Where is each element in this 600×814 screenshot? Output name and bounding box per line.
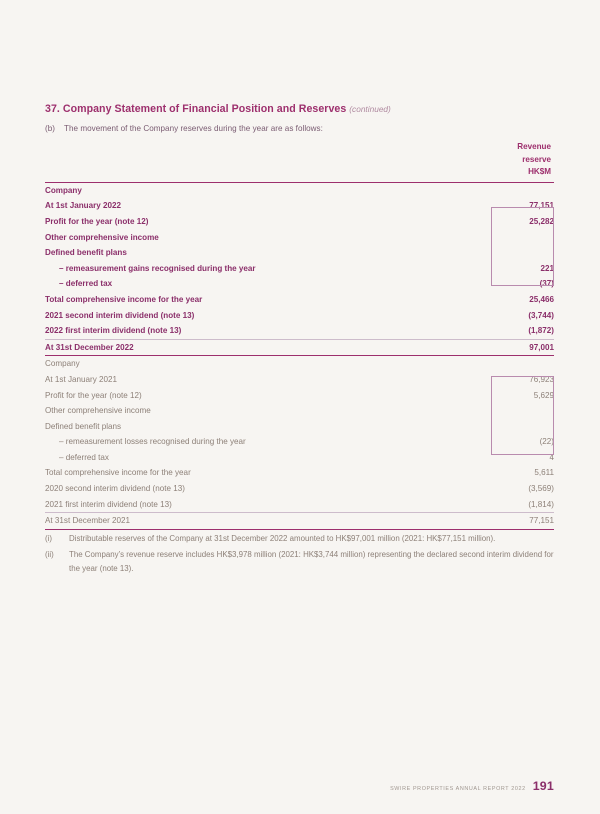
row-value: 97,001: [492, 339, 554, 356]
table-row: [45, 356, 554, 372]
row-value: (1,872): [528, 326, 554, 336]
row-label: Company: [45, 359, 80, 369]
table-total-row: [45, 339, 554, 356]
row-value: [492, 230, 554, 246]
table-row: [45, 419, 554, 435]
row-label: 2022 first interim dividend (note 13): [45, 326, 182, 336]
footnote-marker: (i): [45, 534, 53, 543]
continued-marker: (continued): [349, 104, 391, 114]
footnote-text: The Company’s revenue reserve includes HK$3,978 million (2021: HK$3,744 million) representing the declared second interim dividend for the year (note 13).: [69, 550, 554, 573]
row-label: At 31st December 2021: [45, 513, 492, 530]
table-row: [45, 434, 554, 450]
row-value: (22): [539, 437, 554, 447]
table-row: [45, 292, 554, 308]
footer-imprint: SWIRE PROPERTIES ANNUAL REPORT 2022: [390, 786, 526, 792]
row-label: Defined benefit plans: [45, 248, 127, 258]
column-header-line2: reserve: [522, 154, 551, 164]
table-total-row: [45, 513, 554, 530]
page-footer: [390, 779, 554, 793]
row-value: 4: [549, 452, 554, 462]
row-value: 5,629: [533, 390, 554, 400]
row-label: Other comprehensive income: [45, 406, 151, 416]
table-row: [45, 403, 554, 419]
table-row: [45, 308, 554, 324]
table-row: [45, 497, 554, 513]
row-value: 25,466: [529, 294, 554, 304]
table-row: [45, 198, 554, 214]
row-value: [492, 419, 554, 435]
row-label: Company: [45, 182, 492, 198]
table-row: [45, 230, 554, 246]
footnotes: [45, 532, 555, 578]
column-header-spacer: [45, 141, 492, 182]
footnote-item: [45, 532, 555, 545]
row-value: [492, 245, 554, 261]
table-row: [45, 245, 554, 261]
subsection-marker: (b): [45, 124, 55, 133]
note-title: Company Statement of Financial Position and Reserves: [62, 103, 347, 115]
row-value: 25,282: [529, 216, 554, 226]
row-label: At 31st December 2022: [45, 339, 492, 356]
row-label: Profit for the year (note 12): [45, 216, 149, 226]
row-value: [492, 356, 554, 372]
note-number: 37.: [45, 103, 60, 115]
reserves-table-container: [45, 141, 554, 530]
row-label: 2020 second interim dividend (note 13): [45, 484, 185, 494]
row-value: (3,569): [528, 484, 554, 494]
table-row: [45, 388, 554, 404]
table-row: [45, 481, 554, 497]
table-row: [45, 323, 554, 339]
table-row: [45, 261, 554, 277]
table-row: [45, 450, 554, 466]
column-header-line1: Revenue: [517, 142, 551, 151]
table-row: [45, 276, 554, 292]
column-header-line3: HK$M: [528, 167, 551, 177]
row-label: Other comprehensive income: [45, 232, 159, 242]
subsection-text: The movement of the Company reserves during the year are as follows:: [64, 124, 323, 133]
row-label: Total comprehensive income for the year: [45, 294, 203, 304]
row-label: At 1st January 2021: [45, 374, 117, 384]
row-value: [492, 403, 554, 419]
row-value: 77,151: [492, 513, 554, 530]
row-value: 5,611: [534, 468, 554, 478]
row-value: 77,151: [529, 201, 554, 211]
row-value: (1,814): [528, 499, 554, 509]
column-header-revenue-reserve: [492, 141, 554, 182]
row-value: 76,923: [529, 374, 554, 384]
table-body: [45, 141, 554, 529]
table-column-header-row: [45, 141, 554, 182]
table-row: [45, 372, 554, 388]
row-value: (3,744): [528, 310, 554, 320]
row-label: 2021 second interim dividend (note 13): [45, 310, 195, 320]
footnote-marker: (ii): [45, 550, 54, 560]
row-value: 221: [540, 263, 554, 273]
footer-page-number: 191: [532, 779, 554, 793]
row-label: – deferred tax: [59, 452, 109, 462]
table-row: [45, 182, 554, 198]
table-row: [45, 214, 554, 230]
row-label: – remeasurement gains recognised during the year: [59, 263, 256, 273]
page-title: [45, 103, 555, 115]
row-label: Total comprehensive income for the year: [45, 468, 191, 478]
table-row: [45, 465, 554, 481]
row-label: At 1st January 2022: [45, 201, 122, 211]
row-label: 2021 first interim dividend (note 13): [45, 499, 172, 509]
row-value: (37): [539, 279, 554, 289]
footnote-item: [45, 548, 555, 575]
row-label: – remeasurement losses recognised during the year: [59, 437, 246, 447]
subsection-intro: [45, 124, 555, 133]
row-value: [492, 182, 554, 198]
row-label: Profit for the year (note 12): [45, 390, 142, 400]
footnote-text: Distributable reserves of the Company at 31st December 2022 amounted to HK$97,001 million (2021: HK$77,151 million).: [69, 534, 496, 543]
reserves-table: [45, 141, 554, 530]
row-label: Defined benefit plans: [45, 421, 122, 431]
row-label: – deferred tax: [59, 279, 113, 289]
